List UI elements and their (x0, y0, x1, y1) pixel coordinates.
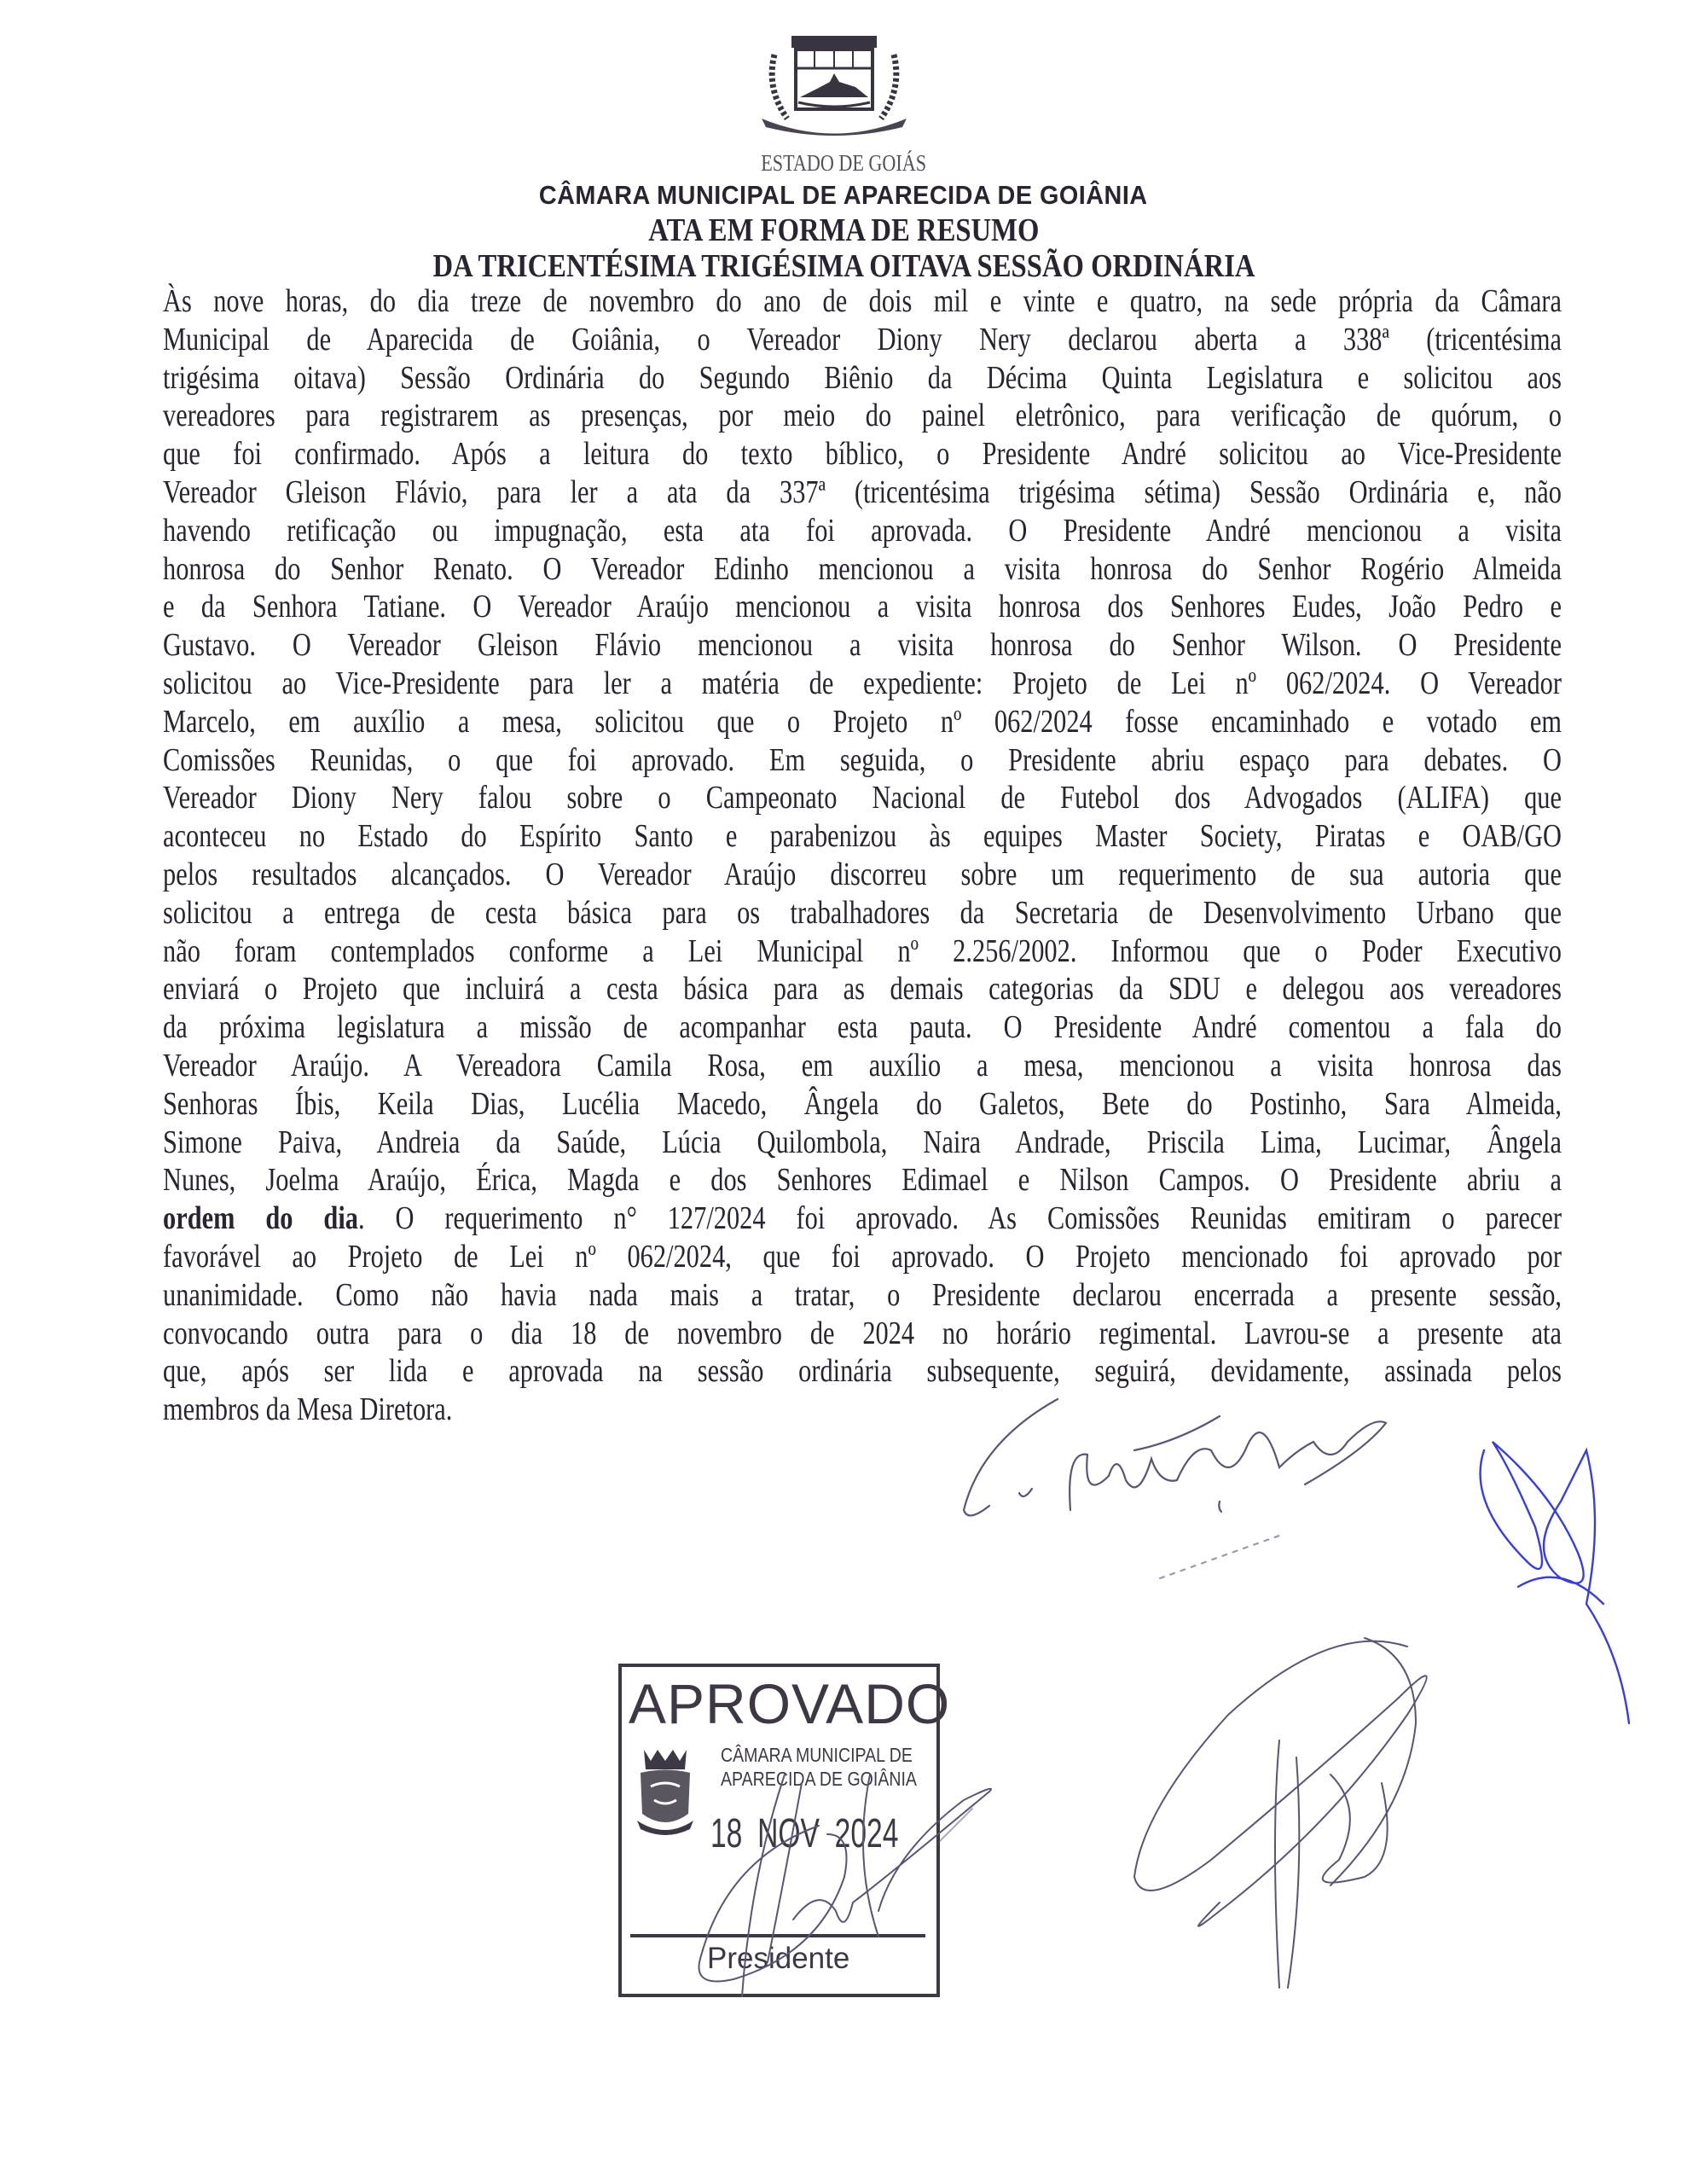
stamp-date: 18 NOV 2024 (710, 1811, 899, 1856)
stamp-role: Presidente (707, 1942, 850, 1975)
body-line-text: . O requerimento n° 127/2024 foi aprovado. As Comissões Reunidas emitiram o parecer (357, 1200, 1562, 1237)
document-title (0, 212, 1687, 249)
minutes-body (163, 282, 1687, 1429)
body-line: da próxima legislatura a missão de acompanhar esta pauta. O Presidente André comentou a fala do (163, 1009, 1562, 1046)
body-line: Simone Paiva, Andreia da Saúde, Lúcia Quilombola, Naira Andrade, Priscila Lima, Lucimar, Ângela (163, 1124, 1562, 1160)
body-line: convocando outra para o dia 18 de novembro de 2024 no horário regimental. Lavrou-se a presente ata (163, 1315, 1562, 1351)
stamp-org-line2: APARECIDA DE GOIÂNIA (721, 1768, 917, 1790)
body-line: trigésima oitava) Sessão Ordinária do Segundo Biênio da Décima Quinta Legislatura e solicitou aos (163, 359, 1562, 396)
body-line: que foi confirmado. Após a leitura do texto bíblico, o Presidente André solicitou ao Vice-Presidente (163, 436, 1562, 473)
approval-stamp (618, 1664, 951, 1997)
state-label (0, 150, 1687, 177)
signature-2-blue (1481, 1442, 1629, 1723)
body-line: vereadores para registrarem as presenças, por meio do painel eletrônico, para verificação de quórum, o (163, 398, 1562, 434)
body-line: Vereador Diony Nery falou sobre o Campeonato Nacional de Futebol dos Advogados (ALIFA) que (163, 780, 1562, 816)
ordem-do-dia-bold: ordem do dia (163, 1200, 358, 1237)
body-line: solicitou a entrega de cesta básica para os trabalhadores da Secretaria de Desenvolvimento Urbano que (163, 894, 1562, 931)
body-line: favorável ao Projeto de Lei nº 062/2024, que foi aprovado. O Projeto mencionado foi aprovado por (163, 1238, 1562, 1275)
body-line (163, 1199, 1562, 1238)
body-line: membros da Mesa Diretora. (163, 1391, 453, 1428)
municipal-coat-of-arms-logo (749, 29, 919, 140)
body-line: enviará o Projeto que incluirá a cesta básica para as demais categorias da SDU e delegou aos vereadores (163, 971, 1562, 1008)
body-line: Municipal de Aparecida de Goiânia, o Vereador Diony Nery declarou aberta a 338ª (tricentésima (163, 321, 1562, 357)
signature-line (630, 1934, 925, 1937)
title-line-2: DA TRICENTÉSIMA TRIGÉSIMA OITAVA SESSÃO ORDINÁRIA (432, 248, 1255, 284)
body-line: que, após ser lida e aprovada na sessão ordinária subsequente, seguirá, devidamente, assinada pelos (163, 1353, 1562, 1390)
state-text: ESTADO DE GOIÁS (761, 150, 926, 176)
stamp-org-line1: CÂMARA MUNICIPAL DE (721, 1744, 913, 1766)
body-line: havendo retificação ou impugnação, esta ata foi aprovada. O Presidente André mencionou a visita (163, 512, 1562, 549)
body-line: Vereador Gleison Flávio, para ler a ata da 337ª (tricentésima trigésima sétima) Sessão Ordinária e, não (163, 473, 1562, 510)
body-line: pelos resultados alcançados. O Vereador Araújo discorreu sobre um requerimento de sua autoria que (163, 856, 1562, 892)
body-line: e da Senhora Tatiane. O Vereador Araújo mencionou a visita honrosa dos Senhores Eudes, João Pedro e (163, 589, 1562, 625)
title-line-1: ATA EM FORMA DE RESUMO (647, 212, 1040, 248)
body-line: Senhoras Íbis, Keila Dias, Lucélia Macedo, Ângela do Galetos, Bete do Postinho, Sara Almeida, (163, 1085, 1562, 1122)
body-line: Marcelo, em auxílio a mesa, solicitou que o Projeto nº 062/2024 fosse encaminhado e votado em (163, 703, 1562, 740)
signature-3 (1134, 1638, 1427, 1988)
body-line: Às nove horas, do dia treze de novembro do ano de dois mil e vinte e quatro, na sede própria da Câmara (163, 283, 1562, 319)
body-line: Nunes, Joelma Araújo, Érica, Magda e dos Senhores Edimael e Nilson Campos. O Presidente abriu a (163, 1162, 1562, 1199)
body-line: honrosa do Senhor Renato. O Vereador Edinho mencionou a visita honrosa do Senhor Rogério Almeida (163, 550, 1562, 587)
institution-name (0, 180, 1687, 211)
stamp-status: APROVADO (629, 1672, 951, 1735)
body-line: Comissões Reunidas, o que foi aprovado. Em seguida, o Presidente abriu espaço para debates. O (163, 741, 1562, 778)
institution-text: CÂMARA MUNICIPAL DE APARECIDA DE GOIÂNIA (539, 180, 1148, 210)
stamp-crest-icon (635, 1745, 695, 1839)
body-line: aconteceu no Estado do Espírito Santo e parabenizou às equipes Master Society, Piratas e OAB/GO (163, 818, 1562, 855)
body-line: Vereador Araújo. A Vereadora Camila Rosa, em auxílio a mesa, mencionou a visita honrosa das (163, 1047, 1562, 1083)
body-line: unanimidade. Como não havia nada mais a tratar, o Presidente declarou encerrada a presente sessão, (163, 1276, 1562, 1313)
body-line: não foram contemplados conforme a Lei Municipal nº 2.256/2002. Informou que o Poder Executivo (163, 932, 1562, 969)
body-line: Gustavo. O Vereador Gleison Flávio mencionou a visita honrosa do Senhor Wilson. O Presidente (163, 627, 1562, 664)
document-subtitle (0, 247, 1687, 285)
body-line: solicitou ao Vice-Presidente para ler a matéria de expediente: Projeto de Lei nº 062/2024. O Vereador (163, 665, 1562, 701)
